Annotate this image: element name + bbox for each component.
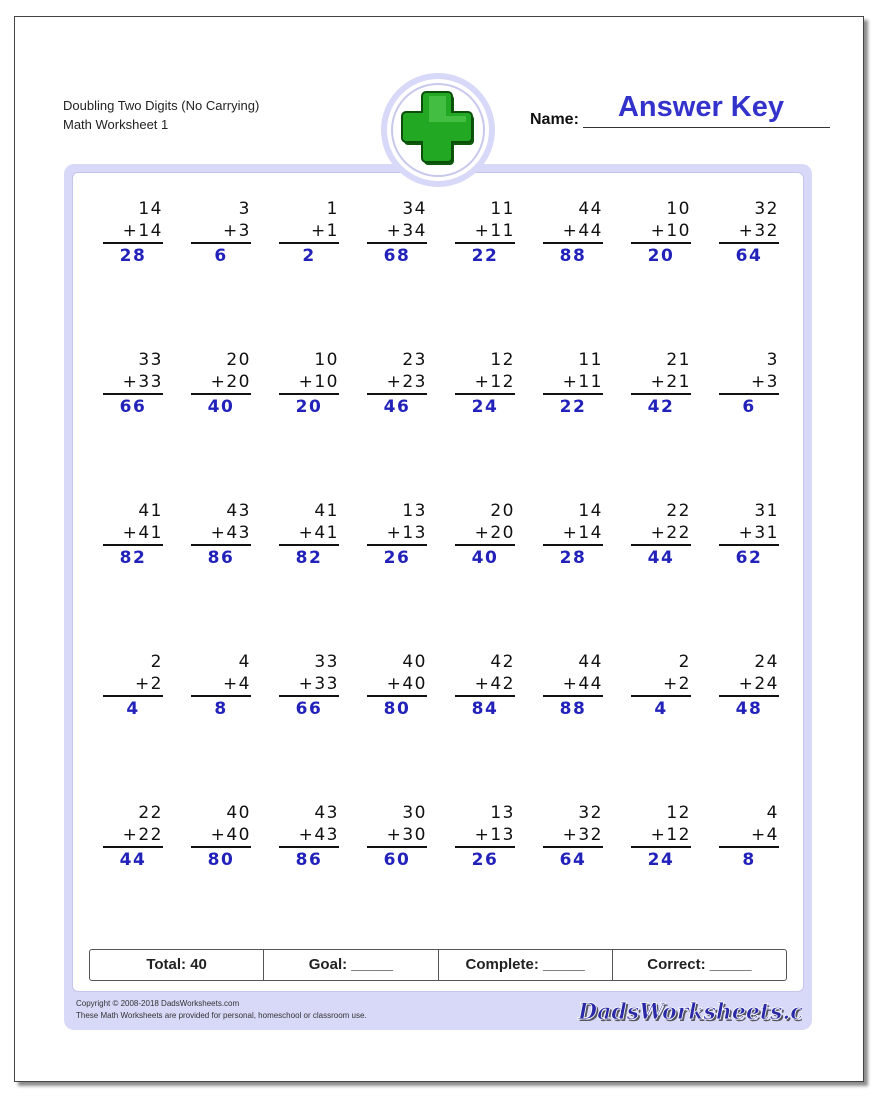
problem-addend-plus: +4 xyxy=(222,674,251,694)
problem-addend-plus: +33 xyxy=(122,372,163,392)
problem-answer: 40 xyxy=(471,548,499,568)
problem-item xyxy=(543,651,603,721)
problem-addend: 2 xyxy=(150,652,163,672)
problem-answer: 82 xyxy=(295,548,323,568)
score-goal: Goal: _____ xyxy=(263,950,437,980)
problem-addend: 11 xyxy=(490,199,515,219)
problem-addend-plus: +20 xyxy=(474,523,515,543)
problem-item xyxy=(103,198,163,268)
problem-item xyxy=(191,500,251,570)
problem-answer: 68 xyxy=(383,246,411,266)
problem-answer: 44 xyxy=(119,850,147,870)
problem-item xyxy=(631,349,691,419)
problem-answer: 22 xyxy=(471,246,499,266)
brand-text: DadsWorksheets. xyxy=(578,999,791,1025)
problem-addend: 4 xyxy=(238,652,251,672)
problem-answer: 84 xyxy=(471,699,499,719)
problem-item xyxy=(455,500,515,570)
problem-answer: 6 xyxy=(742,397,756,417)
name-label: Name: xyxy=(530,111,579,128)
problem-item xyxy=(367,651,427,721)
problem-addend-plus: +2 xyxy=(134,674,163,694)
problem-addend-plus: +4 xyxy=(750,825,779,845)
problem-addend-plus: +22 xyxy=(650,523,691,543)
problem-answer: 66 xyxy=(295,699,323,719)
problem-answer: 88 xyxy=(559,246,587,266)
problem-item xyxy=(279,500,339,570)
problem-addend: 41 xyxy=(138,501,163,521)
problem-item xyxy=(367,802,427,872)
problem-item xyxy=(191,651,251,721)
title-line-2: Math Worksheet 1 xyxy=(63,117,169,132)
problem-answer: 80 xyxy=(383,699,411,719)
green-plus-icon xyxy=(380,72,496,188)
problem-item xyxy=(631,802,691,872)
problem-item xyxy=(455,802,515,872)
problem-addend: 24 xyxy=(754,652,779,672)
problem-addend-plus: +40 xyxy=(210,825,251,845)
problem-item xyxy=(103,651,163,721)
problem-addend: 31 xyxy=(754,501,779,521)
copyright-notice xyxy=(76,998,367,1022)
problem-answer: 6 xyxy=(214,246,228,266)
score-bar xyxy=(89,949,787,981)
problem-item xyxy=(719,651,779,721)
problem-answer: 26 xyxy=(383,548,411,568)
problem-addend: 44 xyxy=(578,652,603,672)
problem-answer: 64 xyxy=(559,850,587,870)
problem-addend-plus: +11 xyxy=(474,221,515,241)
problem-item xyxy=(367,500,427,570)
problem-addend: 10 xyxy=(314,350,339,370)
problem-answer: 64 xyxy=(735,246,763,266)
problem-addend-plus: +21 xyxy=(650,372,691,392)
problem-item xyxy=(279,651,339,721)
copyright-line-1: Copyright © 2008-2018 DadsWorksheets.com xyxy=(76,999,240,1008)
problem-answer: 4 xyxy=(654,699,668,719)
problem-item xyxy=(191,349,251,419)
problem-addend: 2 xyxy=(678,652,691,672)
problem-addend-plus: +42 xyxy=(474,674,515,694)
problem-answer: 22 xyxy=(559,397,587,417)
problem-answer: 28 xyxy=(559,548,587,568)
score-complete: Complete: _____ xyxy=(438,950,612,980)
problem-addend-plus: +44 xyxy=(562,674,603,694)
problem-item xyxy=(455,349,515,419)
problem-addend-plus: +44 xyxy=(562,221,603,241)
problem-addend-plus: +32 xyxy=(562,825,603,845)
problem-answer: 44 xyxy=(647,548,675,568)
problem-addend: 14 xyxy=(138,199,163,219)
problem-addend-plus: +40 xyxy=(386,674,427,694)
problem-item xyxy=(719,500,779,570)
problem-addend-plus: +3 xyxy=(222,221,251,241)
problem-answer: 82 xyxy=(119,548,147,568)
problem-addend: 13 xyxy=(402,501,427,521)
problem-item xyxy=(543,500,603,570)
problem-item xyxy=(103,349,163,419)
problem-addend-plus: +33 xyxy=(298,674,339,694)
problem-item xyxy=(103,500,163,570)
problem-answer: 86 xyxy=(207,548,235,568)
problem-addend-plus: +12 xyxy=(650,825,691,845)
problem-answer: 40 xyxy=(207,397,235,417)
problem-addend: 20 xyxy=(226,350,251,370)
problem-addend: 22 xyxy=(666,501,691,521)
problem-addend: 14 xyxy=(578,501,603,521)
problem-item xyxy=(543,198,603,268)
problem-addend: 13 xyxy=(490,803,515,823)
problem-answer: 20 xyxy=(647,246,675,266)
worksheet-title xyxy=(63,96,259,134)
problem-answer: 4 xyxy=(126,699,140,719)
problem-addend: 43 xyxy=(314,803,339,823)
problem-addend: 30 xyxy=(402,803,427,823)
problem-item xyxy=(631,651,691,721)
brand-shadow: DadsWorksheets. xyxy=(580,1001,793,1027)
problem-addend-plus: +10 xyxy=(298,372,339,392)
problem-item xyxy=(543,349,603,419)
problem-answer: 28 xyxy=(119,246,147,266)
problem-addend: 23 xyxy=(402,350,427,370)
problem-answer: 8 xyxy=(742,850,756,870)
problem-item xyxy=(191,802,251,872)
problem-item xyxy=(103,802,163,872)
problem-addend: 22 xyxy=(138,803,163,823)
problem-addend: 4 xyxy=(766,803,779,823)
problem-addend-plus: +22 xyxy=(122,825,163,845)
problem-addend-plus: +43 xyxy=(298,825,339,845)
problem-addend-plus: +1 xyxy=(310,221,339,241)
brand-logo xyxy=(572,990,802,1030)
problem-item xyxy=(455,198,515,268)
problem-addend: 34 xyxy=(402,199,427,219)
problem-item xyxy=(279,802,339,872)
problem-addend: 11 xyxy=(578,350,603,370)
problem-answer: 26 xyxy=(471,850,499,870)
problem-answer: 48 xyxy=(735,699,763,719)
problem-addend-plus: +32 xyxy=(738,221,779,241)
problem-addend: 12 xyxy=(666,803,691,823)
problem-answer: 20 xyxy=(295,397,323,417)
problem-addend: 3 xyxy=(766,350,779,370)
problems-frame xyxy=(64,164,812,1030)
problem-addend: 41 xyxy=(314,501,339,521)
problem-addend: 40 xyxy=(402,652,427,672)
problem-addend-plus: +43 xyxy=(210,523,251,543)
problem-addend-plus: +2 xyxy=(662,674,691,694)
problem-item xyxy=(455,651,515,721)
answer-key-text: Answer Key xyxy=(617,91,784,123)
problem-addend-plus: +12 xyxy=(474,372,515,392)
problem-item xyxy=(543,802,603,872)
name-line xyxy=(583,127,830,128)
problem-addend-plus: +14 xyxy=(562,523,603,543)
problem-answer: 86 xyxy=(295,850,323,870)
score-total: Total: 40 xyxy=(146,956,207,973)
problem-answer: 46 xyxy=(383,397,411,417)
problem-addend-plus: +31 xyxy=(738,523,779,543)
problem-addend-plus: +41 xyxy=(298,523,339,543)
problem-addend-plus: +20 xyxy=(210,372,251,392)
problem-answer: 8 xyxy=(214,699,228,719)
problem-answer: 42 xyxy=(647,397,675,417)
problem-addend: 33 xyxy=(314,652,339,672)
problem-addend: 32 xyxy=(754,199,779,219)
problem-addend-plus: +14 xyxy=(122,221,163,241)
problem-addend-plus: +3 xyxy=(750,372,779,392)
problem-addend: 12 xyxy=(490,350,515,370)
problem-item xyxy=(279,198,339,268)
problem-item xyxy=(719,349,779,419)
problem-addend-plus: +30 xyxy=(386,825,427,845)
problem-addend: 42 xyxy=(490,652,515,672)
problem-addend: 44 xyxy=(578,199,603,219)
problem-item xyxy=(631,500,691,570)
problem-addend: 32 xyxy=(578,803,603,823)
problem-addend-plus: +23 xyxy=(386,372,427,392)
problem-addend-plus: +11 xyxy=(562,372,603,392)
logo-badge xyxy=(380,72,496,188)
copyright-line-2: These Math Worksheets are provided for personal, homeschool or classroom use. xyxy=(76,1011,367,1020)
problem-answer: 66 xyxy=(119,397,147,417)
problem-addend: 20 xyxy=(490,501,515,521)
problem-addend-plus: +24 xyxy=(738,674,779,694)
problem-answer: 60 xyxy=(383,850,411,870)
problem-addend: 10 xyxy=(666,199,691,219)
brand-wordmark xyxy=(572,990,802,1030)
problem-addend: 3 xyxy=(238,199,251,219)
title-line-1: Doubling Two Digits (No Carrying) xyxy=(63,98,260,113)
problem-item xyxy=(631,198,691,268)
problem-addend: 1 xyxy=(326,199,339,219)
problem-addend: 21 xyxy=(666,350,691,370)
problem-addend-plus: +41 xyxy=(122,523,163,543)
problem-item xyxy=(719,198,779,268)
problem-answer: 62 xyxy=(735,548,763,568)
problem-item xyxy=(279,349,339,419)
problem-answer: 88 xyxy=(559,699,587,719)
problem-addend: 43 xyxy=(226,501,251,521)
problem-item xyxy=(719,802,779,872)
problem-addend-plus: +10 xyxy=(650,221,691,241)
problem-addend: 33 xyxy=(138,350,163,370)
problem-answer: 24 xyxy=(471,397,499,417)
problem-addend-plus: +34 xyxy=(386,221,427,241)
problem-addend-plus: +13 xyxy=(386,523,427,543)
problems-area xyxy=(72,172,804,992)
problem-item xyxy=(367,198,427,268)
problem-item xyxy=(191,198,251,268)
problem-answer: 80 xyxy=(207,850,235,870)
problem-addend: 40 xyxy=(226,803,251,823)
problem-addend-plus: +13 xyxy=(474,825,515,845)
problem-item xyxy=(367,349,427,419)
score-correct: Correct: _____ xyxy=(612,950,786,980)
problem-answer: 2 xyxy=(302,246,316,266)
problem-answer: 24 xyxy=(647,850,675,870)
